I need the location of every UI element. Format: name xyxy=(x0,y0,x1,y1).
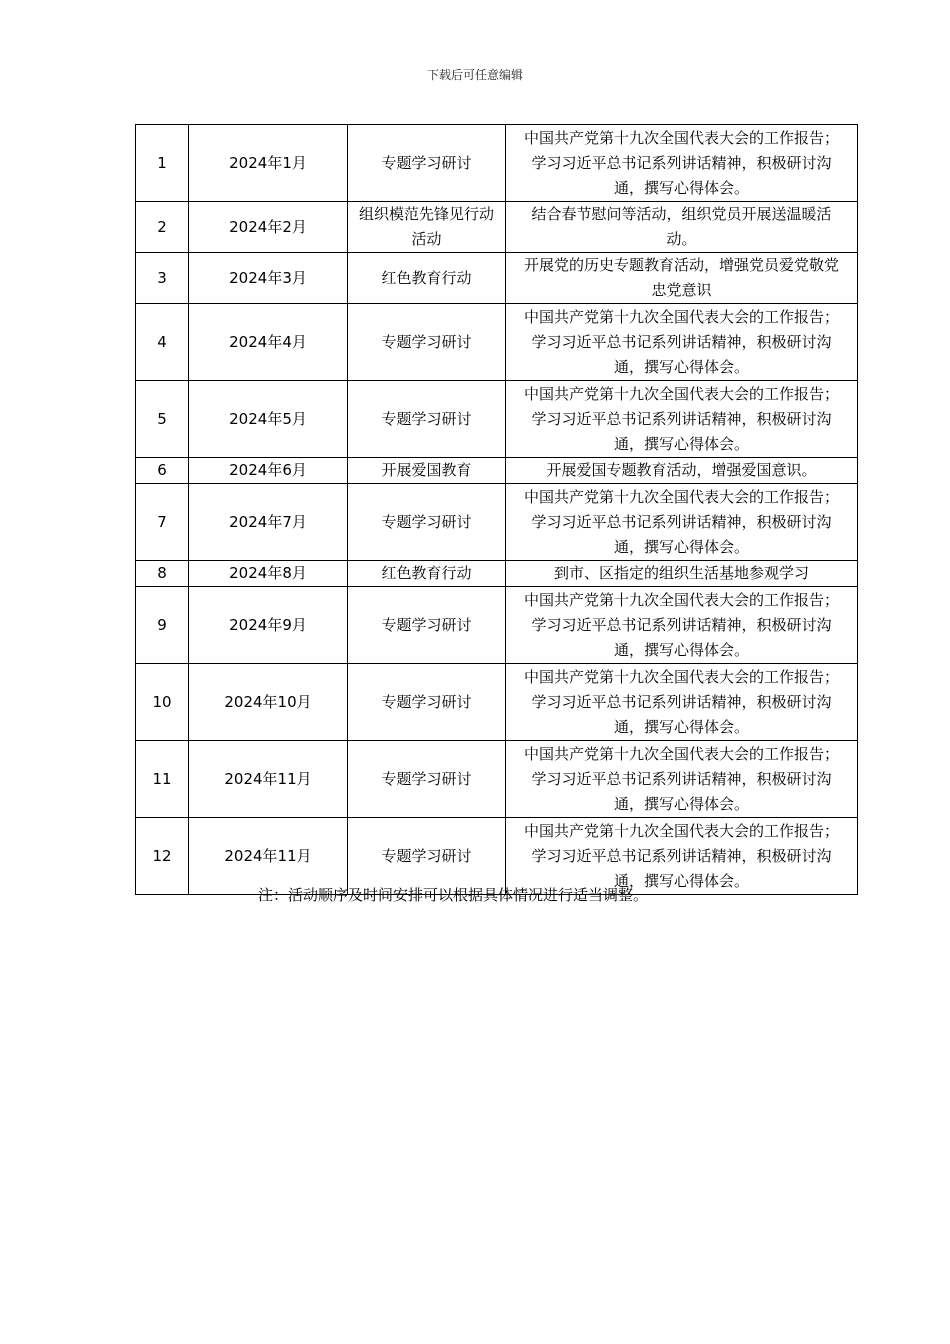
row-number: 6 xyxy=(136,458,189,484)
row-activity-type: 专题学习研讨 xyxy=(348,818,506,895)
row-date: 2024年11月 xyxy=(189,741,348,818)
row-number: 12 xyxy=(136,818,189,895)
row-date: 2024年5月 xyxy=(189,381,348,458)
table-row xyxy=(136,664,858,741)
row-activity-type: 专题学习研讨 xyxy=(348,381,506,458)
row-description: 结合春节慰问等活动，组织党员开展送温暖活动。 xyxy=(506,202,858,253)
table-row xyxy=(136,458,858,484)
row-description: 中国共产党第十九次全国代表大会的工作报告；学习习近平总书记系列讲话精神，积极研讨沟通，撰写心得体会。 xyxy=(506,741,858,818)
row-description: 开展爱国专题教育活动，增强爱国意识。 xyxy=(506,458,858,484)
table-row xyxy=(136,253,858,304)
row-number: 7 xyxy=(136,484,189,561)
row-description: 中国共产党第十九次全国代表大会的工作报告；学习习近平总书记系列讲话精神，积极研讨沟通，撰写心得体会。 xyxy=(506,304,858,381)
row-activity-type: 专题学习研讨 xyxy=(348,484,506,561)
row-activity-type: 红色教育行动 xyxy=(348,253,506,304)
row-description: 开展党的历史专题教育活动，增强党员爱党敬党忠党意识 xyxy=(506,253,858,304)
row-date: 2024年10月 xyxy=(189,664,348,741)
row-activity-type: 专题学习研讨 xyxy=(348,304,506,381)
row-activity-type: 专题学习研讨 xyxy=(348,125,506,202)
row-date: 2024年6月 xyxy=(189,458,348,484)
row-number: 1 xyxy=(136,125,189,202)
row-description: 中国共产党第十九次全国代表大会的工作报告；学习习近平总书记系列讲话精神，积极研讨沟通，撰写心得体会。 xyxy=(506,664,858,741)
table-row xyxy=(136,561,858,587)
row-activity-type: 专题学习研讨 xyxy=(348,587,506,664)
table-row xyxy=(136,202,858,253)
row-date: 2024年8月 xyxy=(189,561,348,587)
row-description: 中国共产党第十九次全国代表大会的工作报告；学习习近平总书记系列讲话精神，积极研讨沟通，撰写心得体会。 xyxy=(506,125,858,202)
row-activity-type: 红色教育行动 xyxy=(348,561,506,587)
table-row xyxy=(136,818,858,895)
row-number: 11 xyxy=(136,741,189,818)
table-row xyxy=(136,484,858,561)
row-number: 10 xyxy=(136,664,189,741)
page-header: 下载后可任意编辑 xyxy=(426,68,523,82)
table-row xyxy=(136,587,858,664)
row-description: 中国共产党第十九次全国代表大会的工作报告；学习习近平总书记系列讲话精神，积极研讨沟通，撰写心得体会。 xyxy=(506,587,858,664)
row-activity-type: 开展爱国教育 xyxy=(348,458,506,484)
row-description: 中国共产党第十九次全国代表大会的工作报告；学习习近平总书记系列讲话精神，积极研讨沟通，撰写心得体会。 xyxy=(506,484,858,561)
row-date: 2024年2月 xyxy=(189,202,348,253)
row-date: 2024年4月 xyxy=(189,304,348,381)
row-date: 2024年9月 xyxy=(189,587,348,664)
row-date: 2024年7月 xyxy=(189,484,348,561)
table-row xyxy=(136,125,858,202)
row-number: 2 xyxy=(136,202,189,253)
footnote: 注：活动顺序及时间安排可以根据具体情况进行适当调整。 xyxy=(258,886,649,904)
row-date: 2024年3月 xyxy=(189,253,348,304)
row-activity-type: 专题学习研讨 xyxy=(348,741,506,818)
table-row xyxy=(136,381,858,458)
row-number: 4 xyxy=(136,304,189,381)
row-description: 中国共产党第十九次全国代表大会的工作报告；学习习近平总书记系列讲话精神，积极研讨沟通，撰写心得体会。 xyxy=(506,381,858,458)
row-number: 9 xyxy=(136,587,189,664)
row-date: 2024年11月 xyxy=(189,818,348,895)
row-activity-type: 组织模范先锋见行动活动 xyxy=(348,202,506,253)
row-date: 2024年1月 xyxy=(189,125,348,202)
row-number: 5 xyxy=(136,381,189,458)
table-row xyxy=(136,304,858,381)
table-row xyxy=(136,741,858,818)
activity-schedule-table xyxy=(135,124,858,895)
row-number: 8 xyxy=(136,561,189,587)
row-description: 到市、区指定的组织生活基地参观学习 xyxy=(506,561,858,587)
row-number: 3 xyxy=(136,253,189,304)
row-description: 中国共产党第十九次全国代表大会的工作报告；学习习近平总书记系列讲话精神，积极研讨沟通，撰写心得体会。 xyxy=(506,818,858,895)
row-activity-type: 专题学习研讨 xyxy=(348,664,506,741)
